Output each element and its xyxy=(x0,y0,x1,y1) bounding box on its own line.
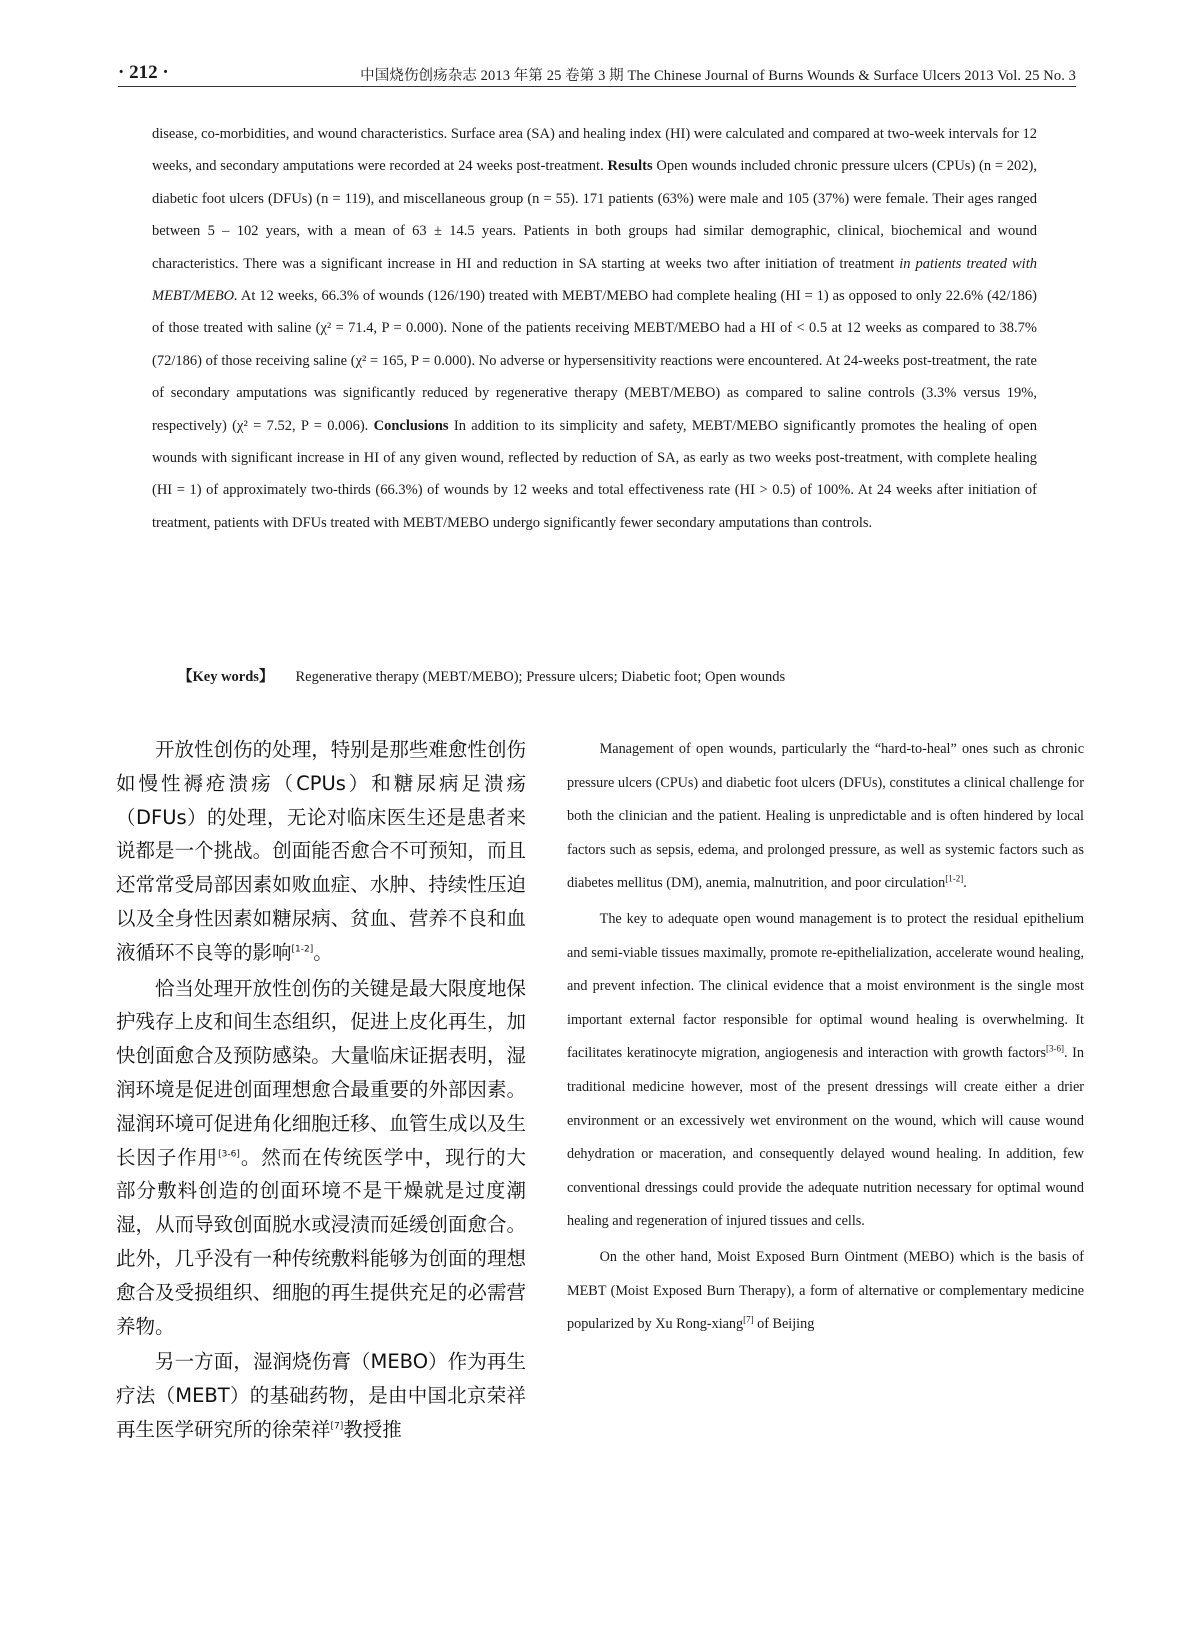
english-text: . In traditional medicine however, most of the present dressings will create either a drier environment or an excessively wet environment on the wound, which will cause wound dehydration or maceration, and consequently delayed wound healing. In addition, few conventional dressings could provide the adequate nutrition necessary for optimal wound healing and regeneration of injured tissues and cells. xyxy=(567,1045,1084,1230)
english-paragraph xyxy=(567,1241,1084,1342)
chinese-paragraph xyxy=(116,1345,526,1446)
abstract-text: In addition to its simplicity and safety, MEBT/MEBO significantly promotes the healing of open wounds with significant increase in HI of any given wound, reflected by reduction of SA, as early as two weeks post-treatment, with complete healing (HI = 1) of approximately two-thirds (66.3%) of wounds by 12 weeks and total effectiveness rate (HI > 0.5) of 100%. At 24 weeks after initiation of treatment, patients with DFUs treated with MEBT/MEBO undergo significantly fewer secondary amputations than controls. xyxy=(152,417,1037,531)
abstract-text: disease, co-morbidities, and wound characteristics. Surface area (SA) and healing index (HI) were calculated and compared at two-week intervals for 12 weeks, and secondary amputations were recorded at 24 weeks post-treatment. xyxy=(152,126,1037,175)
conclusions-heading: Conclusions xyxy=(373,417,449,434)
keywords-label: 【Key words】 xyxy=(178,669,274,685)
chinese-paragraph xyxy=(116,733,526,970)
abstract-text: Open wounds included chronic pressure ulcers (CPUs) (n = 202), diabetic foot ulcers (DFUs) (n = 119), and miscellaneous group (n = 55). 171 patients (63%) were male and 105 (37%) were female. Their ages ranged between 5 – 102 years, with a mean of 63 ± 14.5 years. Patients in both groups had similar demographic, clinical, biochemical and wound characteristics. There was a significant increase in HI and reduction in SA starting at weeks two after initiation of treatment xyxy=(152,158,1037,272)
chinese-column xyxy=(116,733,526,1449)
english-paragraph xyxy=(567,733,1084,901)
chinese-text: 。 xyxy=(313,940,333,964)
chinese-paragraph xyxy=(116,972,526,1344)
citation-ref: [3-6] xyxy=(1046,1043,1065,1054)
chinese-text: 开放性创伤的处理，特别是那些难愈性创伤如慢性褥疮溃疡（CPUs）和糖尿病足溃疡（DFUs）的处理，无论对临床医生还是患者来说都是一个挑战。创面能否愈合不可预知，而且还常常受局部因素如败血症、水肿、持续性压迫以及全身性因素如糖尿病、贫血、营养不良和血液循环不良等的影响 xyxy=(116,738,526,964)
english-text: The key to adequate open wound management is to protect the residual epithelium and semi-viable tissues maximally, promote re-epithelialization, accelerate wound healing, and prevent infection. The clinical evidence that a moist environment is the single most important external factor responsible for optimal wound healing is overwhelming. It facilitates keratinocyte migration, angiogenesis and interaction with growth factors xyxy=(567,910,1084,1062)
chinese-text: 。然而在传统医学中，现行的大部分敷料创造的创面环境不是干燥就是过度潮湿，从而导致创面脱水或浸渍而延缓创面愈合。此外，几乎没有一种传统敷料能够为创面的理想愈合及受损组织、细胞的再生提供充足的必需营养物。 xyxy=(116,1145,526,1338)
english-paragraph xyxy=(567,903,1084,1239)
english-text: Management of open wounds, particularly the “hard-to-heal” ones such as chronic pressure ulcers (CPUs) and diabetic foot ulcers (DFUs), constitutes a clinical challenge for both the clinician and the patient. Healing is unpredictable and is often hindered by local factors such as sepsis, edema, and prolonged pressure, as well as systemic factors such as diabetes mellitus (DM), anemia, malnutrition, and poor circulation xyxy=(567,741,1084,892)
english-text: of Beijing xyxy=(753,1316,815,1333)
abstract-body xyxy=(152,118,1037,539)
citation-ref: [1-2] xyxy=(945,873,964,884)
results-heading: Results xyxy=(607,158,653,175)
abstract-text: At 12 weeks, 66.3% of wounds (126/190) treated with MEBT/MEBO had complete healing (HI = 1) as opposed to only 22.6% (42/186) of those treated with saline (χ² = 71.4, P = 0.000). None of the patients receiving MEBT/MEBO had a HI of < 0.5 at 12 weeks as compared to 38.7% (72/186) of those receiving saline (χ² = 165, P = 0.000). No adverse or hypersensitivity reactions were encountered. At 24-weeks post-treatment, the rate of secondary amputations was significantly reduced by regenerative therapy (MEBT/MEBO) as compared to saline controls (3.3% versus 19%, respectively) (χ² = 7.52, P = 0.006). xyxy=(152,288,1037,434)
english-text: On the other hand, Moist Exposed Burn Ointment (MEBO) which is the basis of MEBT (Moist Exposed Burn Therapy), a form of alternative or complementary medicine popularized by Xu Rong-xiang xyxy=(567,1248,1084,1333)
citation-ref: [1-2] xyxy=(291,944,314,955)
chinese-text: 另一方面，湿润烧伤膏（MEBO）作为再生疗法（MEBT）的基础药物，是由中国北京荣祥再生医学研究所的徐荣祥 xyxy=(116,1350,526,1441)
journal-citation: 中国烧伤创疡杂志 2013 年第 25 卷第 3 期 The Chinese Journal of Burns Wounds & Surface Ulcers 2013 Vol. 25 No. 3 xyxy=(360,68,1076,84)
english-column xyxy=(567,733,1084,1344)
abstract-paragraph xyxy=(152,118,1037,539)
citation-ref: [7] xyxy=(330,1421,344,1432)
citation-ref: [3-6] xyxy=(218,1149,240,1160)
keywords-text: Regenerative therapy (MEBT/MEBO); Pressure ulcers; Diabetic foot; Open wounds xyxy=(295,669,786,685)
chinese-text: 恰当处理开放性创伤的关键是最大限度地保护残存上皮和间生态组织，促进上皮化再生，加快创面愈合及预防感染。大量临床证据表明，湿润环境是促进创面理想愈合最重要的外部因素。湿润环境可促进角化细胞迁移、血管生成以及生长因子作用 xyxy=(116,976,526,1169)
keywords-line xyxy=(178,665,1038,686)
english-text: . xyxy=(963,875,967,892)
abstract-italic-text: in patients treated with MEBT/MEBO. xyxy=(152,255,1037,305)
page-number: · 212 · xyxy=(118,62,169,83)
chinese-text: 教授推 xyxy=(343,1417,402,1441)
running-header xyxy=(118,64,1076,87)
citation-ref: [7] xyxy=(743,1314,754,1325)
